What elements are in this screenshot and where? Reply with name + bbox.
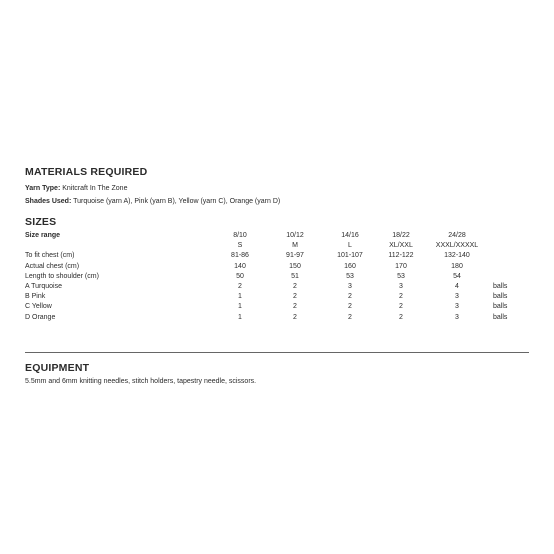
size-cell: 3 bbox=[455, 313, 459, 321]
size-cell: 2 bbox=[399, 303, 403, 311]
size-cell: 1 bbox=[238, 313, 242, 321]
size-cell: 3 bbox=[348, 282, 352, 290]
size-cell: 2 bbox=[293, 313, 297, 321]
size-cell: 2 bbox=[399, 293, 403, 301]
table-row bbox=[25, 293, 525, 303]
unit-cell: balls bbox=[493, 293, 508, 301]
size-cell: 160 bbox=[344, 262, 356, 270]
yarn-type-line bbox=[25, 185, 127, 192]
size-cell: XL/XXL bbox=[389, 242, 413, 250]
size-cell: 180 bbox=[451, 262, 463, 270]
size-cell: 51 bbox=[291, 272, 299, 280]
size-cell: 18/22 bbox=[392, 232, 410, 239]
yarn-type-value: Knitcraft In The Zone bbox=[62, 185, 128, 192]
size-cell: 4 bbox=[455, 282, 459, 290]
size-cell: 1 bbox=[238, 293, 242, 301]
size-cell: L bbox=[348, 242, 352, 250]
table-row bbox=[25, 303, 525, 313]
equipment-heading: EQUIPMENT bbox=[25, 362, 90, 374]
row-label: Length to shoulder (cm) bbox=[25, 272, 99, 280]
table-row bbox=[25, 242, 525, 252]
sizes-heading: SIZES bbox=[25, 216, 57, 228]
size-cell: S bbox=[237, 242, 243, 250]
size-cell: 50 bbox=[236, 272, 244, 280]
size-cell: 3 bbox=[455, 303, 459, 311]
shades-line bbox=[25, 198, 280, 205]
size-cell: 2 bbox=[293, 293, 297, 301]
size-cell: 54 bbox=[453, 272, 461, 280]
size-cell: 2 bbox=[238, 282, 242, 290]
size-cell: 1 bbox=[238, 303, 242, 311]
table-row bbox=[25, 252, 525, 262]
row-label: Size range bbox=[25, 232, 61, 239]
size-cell: 81-86 bbox=[231, 252, 249, 260]
size-cell: 112-122 bbox=[388, 252, 414, 260]
size-cell: XXXL/XXXXL bbox=[435, 242, 479, 250]
unit-cell: balls bbox=[493, 313, 508, 321]
table-row bbox=[25, 263, 525, 273]
size-cell: 2 bbox=[348, 293, 352, 301]
size-cell: 3 bbox=[399, 282, 403, 290]
unit-cell: balls bbox=[493, 303, 508, 311]
table-row bbox=[25, 283, 525, 293]
size-cell: M bbox=[292, 242, 298, 250]
size-cell: 170 bbox=[395, 262, 407, 270]
size-cell: 2 bbox=[348, 313, 352, 321]
shades-value: Turquoise (yarn A), Pink (yarn B), Yellow (yarn C), Orange (yarn D) bbox=[73, 198, 281, 205]
size-cell: 53 bbox=[346, 272, 354, 280]
size-cell: 8/10 bbox=[233, 232, 247, 239]
row-label: D Orange bbox=[25, 313, 56, 321]
unit-cell: balls bbox=[493, 282, 508, 290]
size-cell: 2 bbox=[293, 282, 297, 290]
size-cell: 150 bbox=[289, 262, 301, 270]
size-cell: 91-97 bbox=[286, 252, 304, 260]
yarn-type-label: Yarn Type: bbox=[25, 185, 61, 192]
size-cell: 10/12 bbox=[286, 232, 304, 239]
shades-label: Shades Used: bbox=[25, 198, 72, 205]
size-cell: 2 bbox=[348, 303, 352, 311]
sizes-table bbox=[25, 232, 525, 324]
table-row bbox=[25, 314, 525, 324]
equipment-text: 5.5mm and 6mm knitting needles, stitch holders, tapestry needle, scissors. bbox=[25, 378, 257, 385]
row-label: C Yellow bbox=[25, 303, 52, 311]
size-cell: 14/16 bbox=[341, 232, 359, 239]
materials-heading: MATERIALS REQUIRED bbox=[25, 166, 148, 178]
size-cell: 24/28 bbox=[448, 232, 466, 239]
table-row bbox=[25, 232, 525, 242]
size-cell: 2 bbox=[293, 303, 297, 311]
table-row bbox=[25, 273, 525, 283]
row-label: To fit chest (cm) bbox=[25, 252, 75, 260]
section-divider bbox=[25, 352, 529, 353]
row-label: Actual chest (cm) bbox=[25, 262, 80, 270]
size-cell: 132-140 bbox=[444, 252, 470, 260]
size-cell: 53 bbox=[397, 272, 405, 280]
row-label: A Turquoise bbox=[25, 282, 62, 290]
size-cell: 3 bbox=[455, 293, 459, 301]
size-cell: 101-107 bbox=[337, 252, 363, 260]
size-cell: 2 bbox=[399, 313, 403, 321]
row-label: B Pink bbox=[25, 293, 46, 301]
size-cell: 140 bbox=[234, 262, 246, 270]
